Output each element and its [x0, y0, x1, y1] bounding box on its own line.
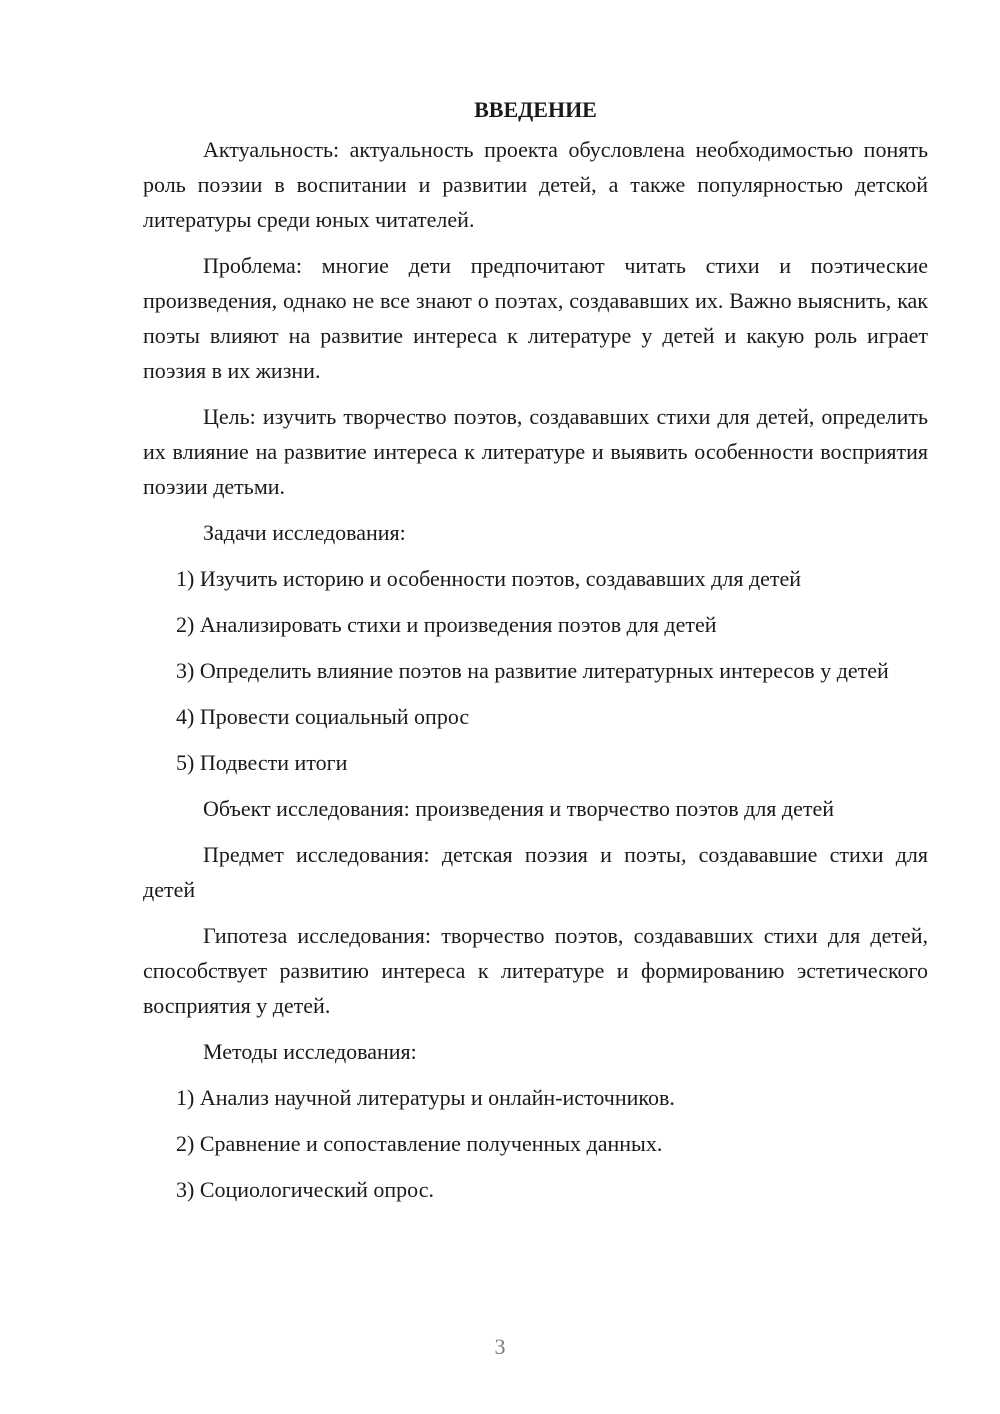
subject-paragraph: Предмет исследования: детская поэзия и поэты, создававшие стихи для детей: [143, 842, 928, 902]
tasks-heading: Задачи исследования:: [203, 520, 406, 545]
page-number: 3: [494, 1334, 506, 1359]
relevance-paragraph: Актуальность: актуальность проекта обусловлена необходимостью понять роль поэзии в воспитании и развитии детей, а также популярностью детской литературы среди юных читателей.: [143, 137, 928, 232]
method-item-1: 1) Анализ научной литературы и онлайн-источников.: [176, 1085, 675, 1110]
document-page: [143, 92, 928, 1218]
task-item-1: 1) Изучить историю и особенности поэтов, создававших для детей: [176, 566, 802, 591]
task-item-3: 3) Определить влияние поэтов на развитие литературных интересов у детей: [176, 658, 889, 683]
method-item-2: 2) Сравнение и сопоставление полученных данных.: [176, 1131, 663, 1156]
task-item-2: 2) Анализировать стихи и произведения поэтов для детей: [176, 612, 717, 637]
section-title: ВВЕДЕНИЕ: [474, 97, 597, 122]
method-item-3: 3) Социологический опрос.: [176, 1177, 434, 1202]
methods-heading: Методы исследования:: [203, 1039, 417, 1064]
object-paragraph: Объект исследования: произведения и творчество поэтов для детей: [203, 796, 835, 821]
hypothesis-paragraph: Гипотеза исследования: творчество поэтов, создававших стихи для детей, способствует развитию интереса к литературе и формированию эстетического восприятия у детей.: [143, 923, 928, 1018]
goal-paragraph: Цель: изучить творчество поэтов, создававших стихи для детей, определить их влияние на развитие интереса к литературе и выявить особенности восприятия поэзии детьми.: [143, 404, 928, 499]
problem-paragraph: Проблема: многие дети предпочитают читать стихи и поэтические произведения, однако не все знают о поэтах, создававших их. Важно выяснить, как поэты влияют на развитие интереса к литературе у детей и какую роль играет поэзия в их жизни.: [143, 253, 928, 383]
task-item-5: 5) Подвести итоги: [176, 750, 348, 775]
task-item-4: 4) Провести социальный опрос: [176, 704, 470, 729]
